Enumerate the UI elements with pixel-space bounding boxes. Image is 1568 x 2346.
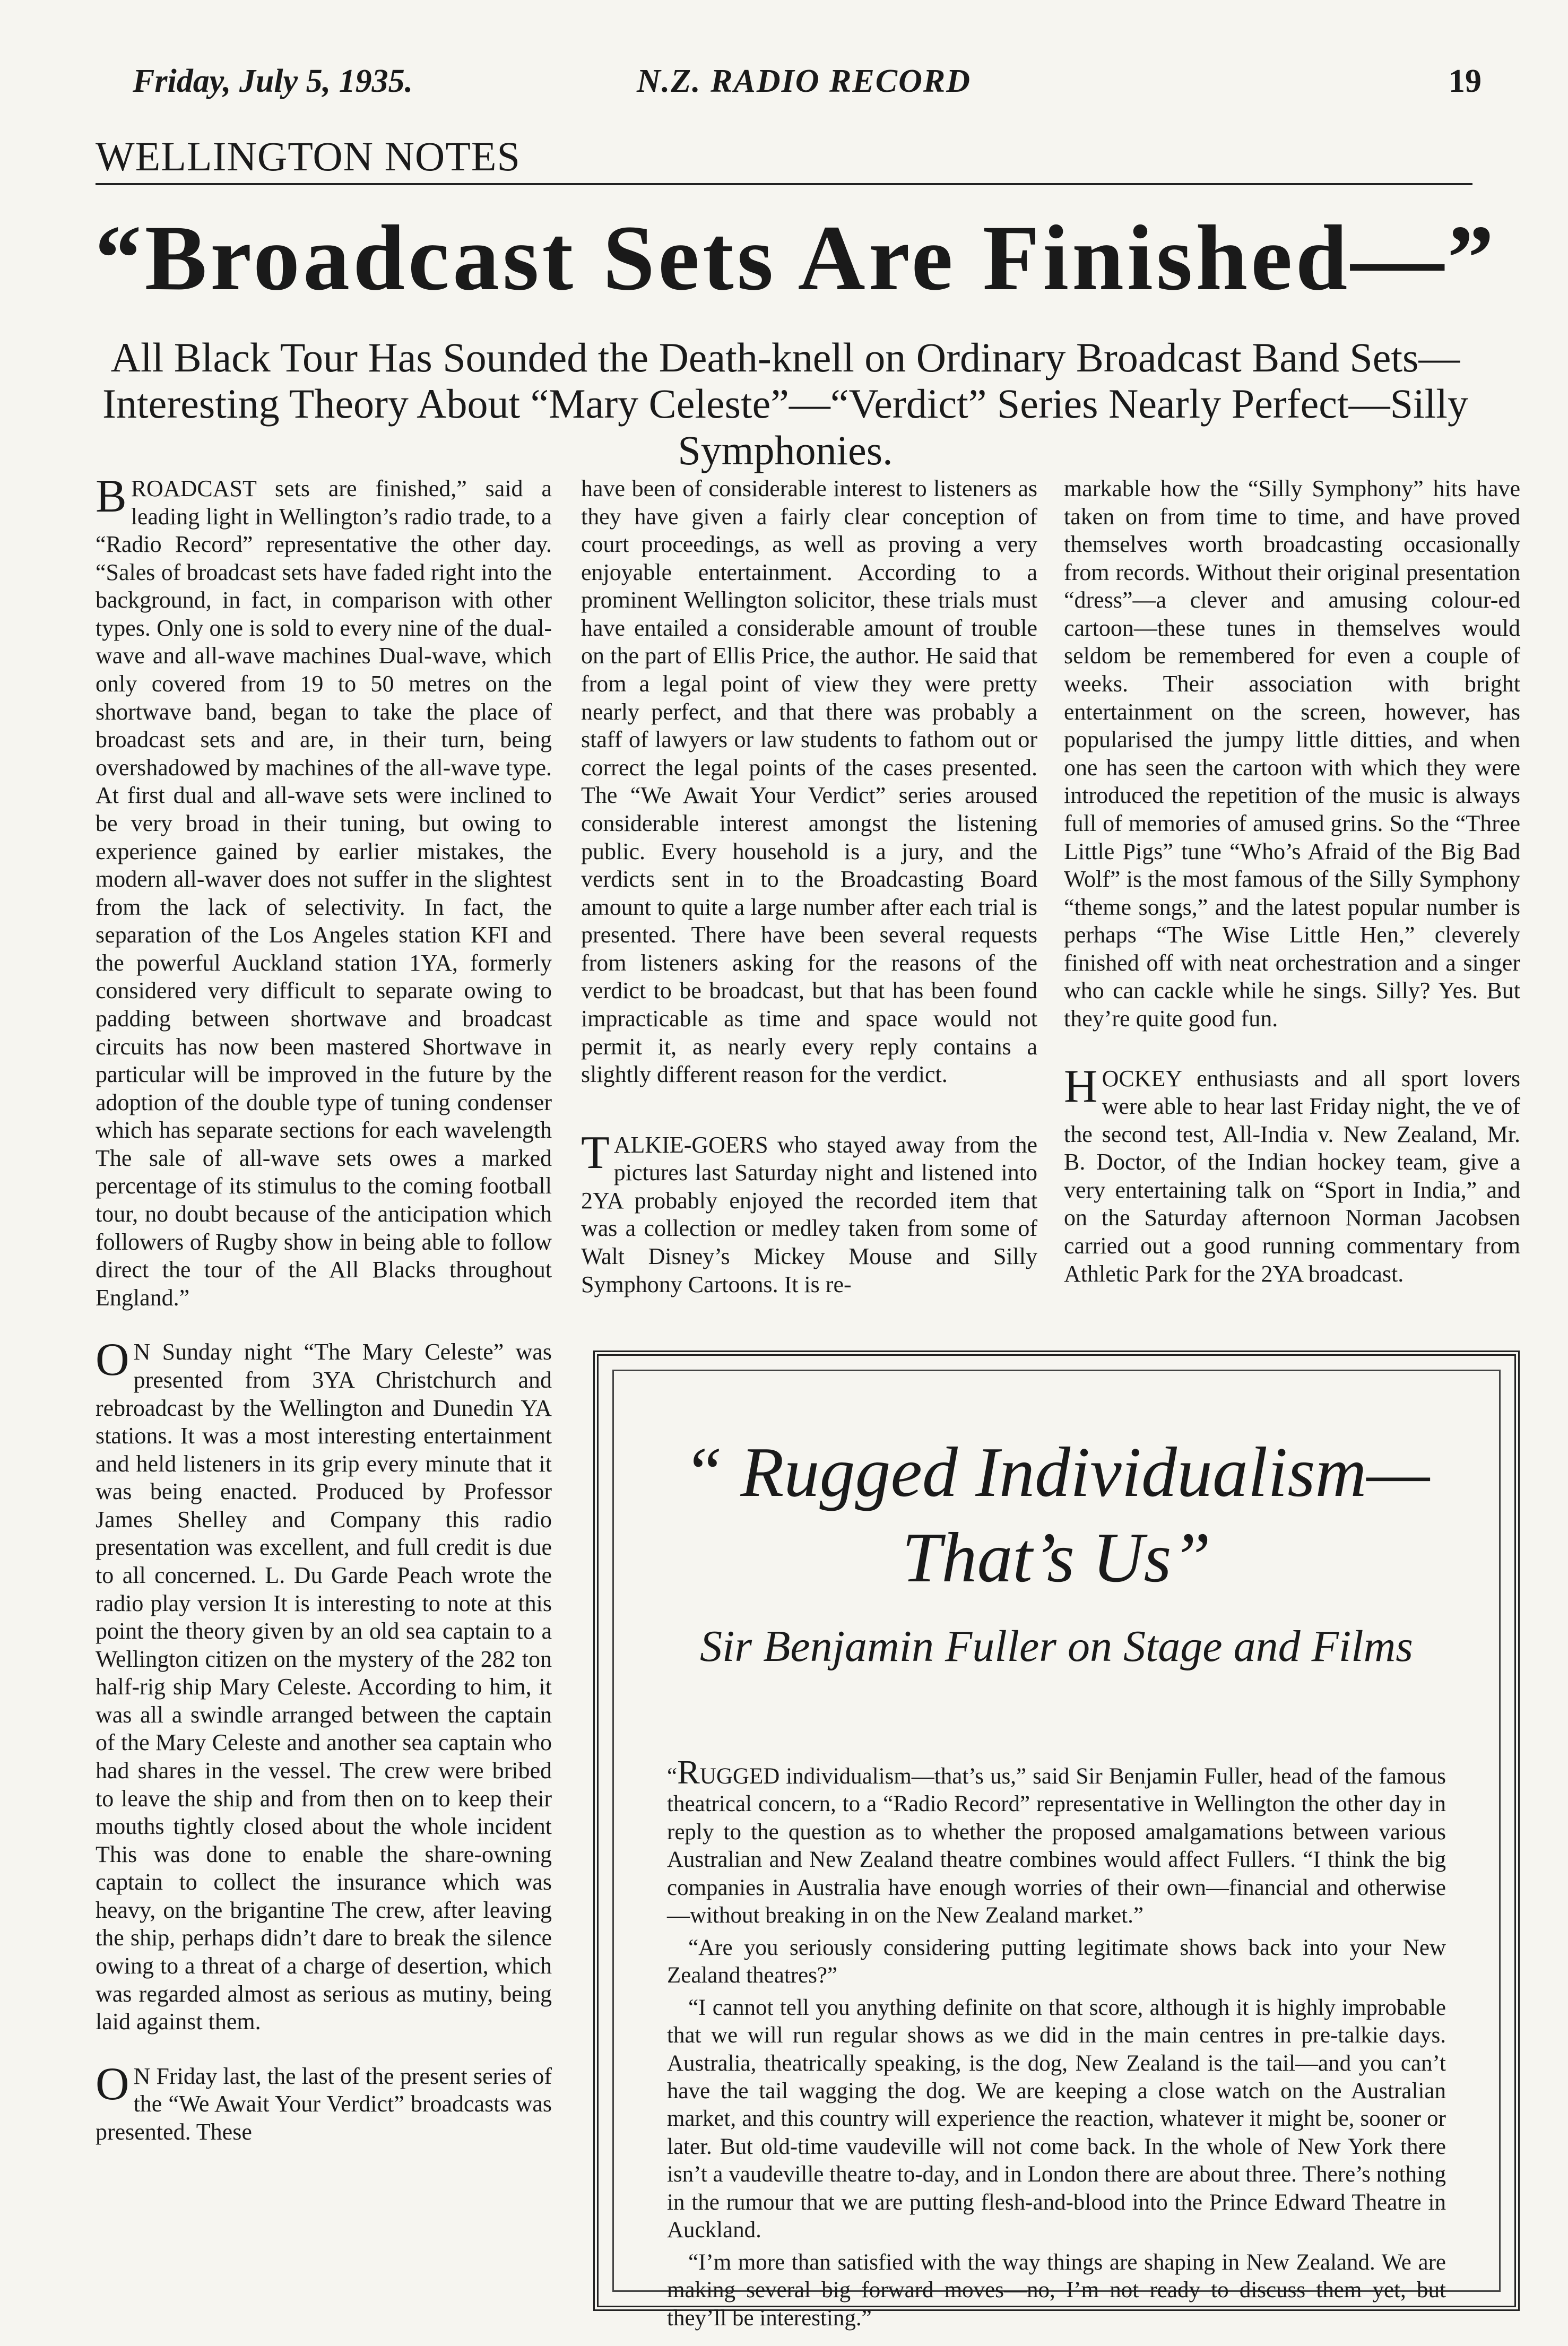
section-title: WELLINGTON NOTES	[96, 133, 521, 179]
article-paragraph	[581, 1127, 1037, 1298]
article-paragraph	[96, 2058, 552, 2146]
drop-cap: O	[96, 2058, 129, 2110]
article-paragraph: “I cannot tell you anything definite on that score, although it is highly improbable that we will run regular shows as we did in the main centres in pre-talkie days. Australia, theatrically speaking, is the dog, New Zealand is the tail—and you can’t have the tail wagging the dog. We are keeping a close watch on the Australian market, and this country will experience the reaction, whatever it might be, sooner or later. But old-time vaudeville will not come back. In the whole of New York there isn’t a vaudeville theatre to-day, and in London there are about three. There’s nothing in the rumour that we are putting flesh-and-blood into the Prince Edward Theatre in Auckland.	[667, 1995, 1446, 2243]
article-paragraph	[1064, 1060, 1520, 1288]
drop-cap: B	[96, 471, 127, 522]
paragraph-text: N Sunday night “The Mary Celeste” was presented from 3YA Christchurch and rebroadcast by the Wellington and Dunedin YA stations. It was a most interesting entertainment and held listeners in its grip every minute that it was being enacted. Produced by Professor James Shelley and Company this radio presentation was excellent, and full credit is due to all concerned. L. Du Garde Peach wrote the radio play version It is interesting to note at this point the theory given by an old sea captain to a Wellington citizen on the mystery of the 282 ton half-rig ship Mary Celeste. According to him, it was all a swindle arranged between the captain of the Mary Celeste and another sea captain who had shares in the vessel. The crew were bribed to leave the ship and from then on to keep their mouths tightly closed about the whole incident This was done to enable the share-owning captain to collect the insurance which was heavy, on the brigantine The crew, after leaving the ship, perhaps didn’t dare to break the silence owing to a threat of a charge of desertion, which was regarded almost as serious as mutiny, being laid against them.	[96, 1339, 552, 2035]
column-3	[1064, 475, 1520, 1288]
page-number: 19	[1449, 63, 1482, 99]
publication-name: N.Z. RADIO RECORD	[637, 63, 971, 99]
paragraph-text: OCKEY enthusiasts and all sport lovers were able to hear last Friday night, the ve of the second test, All-India v. New Zealand, Mr. B. Doctor, of the Indian hockey team, give a very entertaining talk on “Sport in India,” and on the Saturday afternoon Norman Jacobsen carried out a good running commentary from Athletic Park for the 2YA broadcast.	[1064, 1065, 1520, 1287]
headline: “Broadcast Sets Are Finished—”	[94, 206, 1497, 310]
paragraph-text: UGGED individualism—that’s us,” said Sir Benjamin Fuller, head of the famous theatrical concern, to a “Radio Record” representative in Wellington the other day in reply to the question as to whether the proposed amalgamations between various Australian and New Zealand theatre combines would affect Fullers. “I think the big companies in Australia have enough worries of their own—financial and otherwise—without breaking in on the New Zealand market.”	[667, 1764, 1446, 1928]
column-1	[96, 471, 552, 2146]
paragraph-text: ALKIE-GOERS who stayed away from the pictures last Saturday night and listened into 2YA probably enjoyed the recorded item that was a collection or medley taken from some of Walt Disney’s Mickey Mouse and Silly Symphony Cartoons. It is re-	[581, 1131, 1037, 1297]
drop-cap: R	[677, 1753, 700, 1791]
issue-date: Friday, July 5, 1935.	[133, 63, 413, 99]
box-border	[612, 1370, 1501, 2331]
drop-cap: T	[581, 1127, 610, 1179]
article-paragraph: markable how the “Silly Symphony” hits have taken on from time to time, and have proved themselves worth broadcasting occasionally from records. Without their original presentation “dress”—a clever and amusing colour-ed cartoon—these tunes in themselves would seldom be remembered for even a couple of weeks. Their association with bright entertainment on the screen, however, has popularised the jumpy little ditties, and when one has seen the cartoon with which they were introduced the repetition of the music is always full of memories of amused grins. So the “Three Little Pigs” tune “Who’s Afraid of the Big Bad Wolf” is the most famous of the Silly Symphony “theme songs,” and the latest popular number is perhaps “The Wise Little Hen,” cleverely finished off with neat orchestration and a singer who can cackle while he sings. Silly? Yes. But they’re quite good fun.	[1064, 475, 1520, 1032]
title-line: “ Rugged Individualism—	[683, 1433, 1430, 1511]
opening-quote: “	[667, 1764, 678, 1789]
article-paragraph: have been of considerable interest to listeners as they have given a fairly clear conception of court proceedings, as well as proving a very enjoyable entertainment. According to a prominent Wellington solicitor, these trials must have entailed a considerable amount of trouble on the part of Ellis Price, the author. He said that from a legal point of view they were pretty nearly perfect, and that there was probably a staff of lawyers or law students to fathom out or correct the legal points of the cases presented. The “We Await Your Verdict” series aroused considerable interest amongst the listening public. Every household is a jury, and the verdicts sent in to the Broadcasting Board amount to quite a large number after each trial is presented. There have been several requests from listeners asking for the reasons of the verdict to be broadcast, but that has been found impracticable as time and space would not permit it, as nearly every reply contains a slightly different reason for the verdict.	[581, 475, 1037, 1088]
divider	[96, 183, 1472, 185]
paragraph-text: N Friday last, the last of the present series of the “We Await Your Verdict” broadcasts was presented. These	[96, 2063, 552, 2145]
drop-cap: O	[96, 1334, 129, 1386]
boxed-article	[593, 1351, 1520, 2331]
subheadline: All Black Tour Has Sounded the Death-knell on Ordinary Broadcast Band Sets—Interesting Theory About “Mary Celeste”—“Verdict” Series Nearly Perfect—Silly Symphonies.	[102, 334, 1468, 473]
paragraph-text: ROADCAST sets are finished,” said a leading light in Wellington’s radio trade, to a “Radio Record” representative the other day. “Sales of broadcast sets have faded right into the background, in fact, in comparison with other types. Only one is sold to every nine of the dual-wave and all-wave machines Dual-wave, which only covered from 19 to 50 metres on the shortwave band, began to take the place of broadcast sets and are, in their turn, being overshadowed by machines of the all-wave type. At first dual and all-wave sets were inclined to be very broad in their tuning, but owing to experience gained by earlier mistakes, the modern all-waver does not suffer in the slightest from the lack of selectivity. In fact, the separation of the Los Angeles station KFI and the powerful Auckland station 1YA, formerly considered very difficult to separate owing to padding between shortwave and broadcast circuits has now been mastered Shortwave in particular will be improved in the future by the adoption of the double type of tuning condenser which has separate sections for each wavelength The sale of all-wave sets owes a marked percentage of its stimulus to the coming football tour, no doubt because of the anticipation which followers of Rugby show in being able to follow direct the tour of the All Blacks throughout England.”	[96, 475, 552, 1311]
drop-cap: H	[1064, 1060, 1098, 1112]
article-paragraph	[96, 471, 552, 1312]
article-paragraph: “Are you seriously considering putting legitimate shows back into your New Zealand theatres?”	[667, 1935, 1446, 1988]
article-paragraph	[667, 1753, 1446, 1930]
boxed-article-body	[667, 1753, 1446, 2336]
article-paragraph	[96, 1334, 552, 2036]
column-2	[581, 475, 1037, 1298]
article-paragraph: “I’m more than satisfied with the way things are shaping in New Zealand. We are making several big forward moves—no, I’m not ready to discuss them yet, but they’ll be interesting.”	[667, 2249, 1446, 2331]
title-line: That’s Us”	[902, 1518, 1211, 1597]
boxed-article-subtitle: Sir Benjamin Fuller on Stage and Films	[700, 1622, 1413, 1671]
boxed-article-title	[614, 1430, 1499, 1600]
